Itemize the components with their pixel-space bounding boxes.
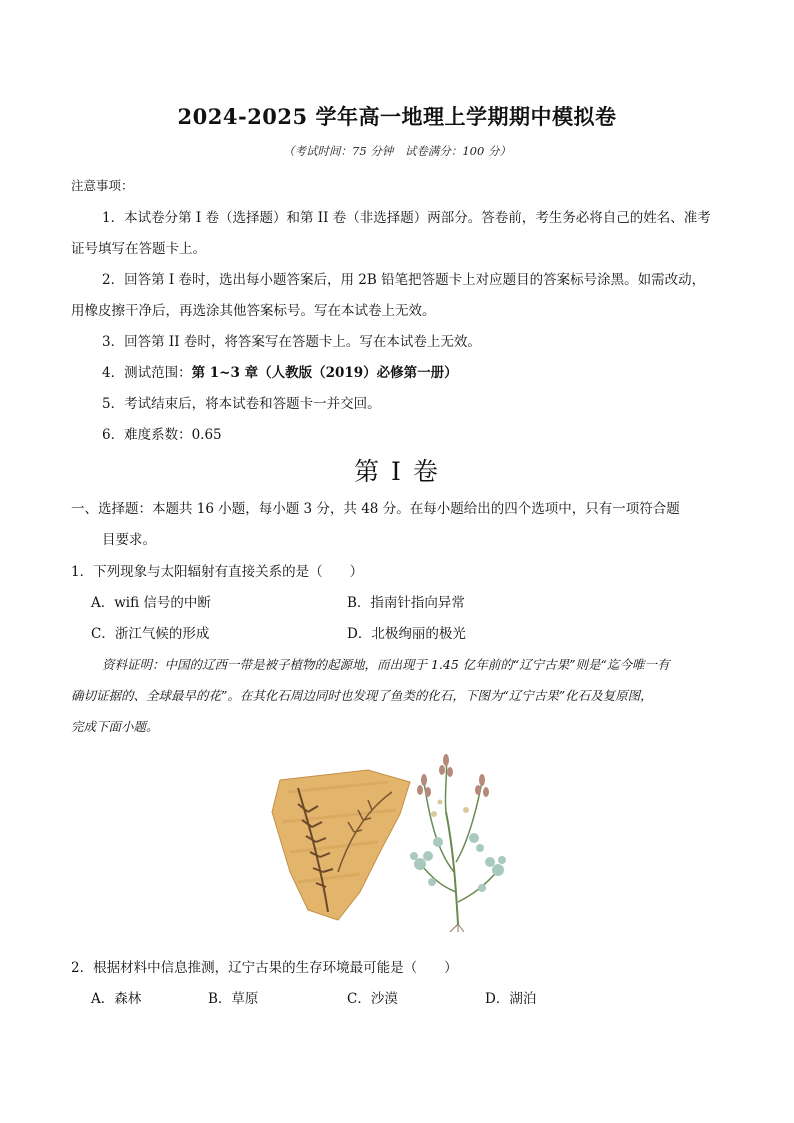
- question-1-option-b: B．指南针指向异常: [347, 595, 465, 611]
- question-2-option-d: D．湖泊: [485, 991, 537, 1007]
- section-title: 第 I 卷: [354, 457, 440, 486]
- section-instruction-cont: 目要求。: [102, 532, 156, 548]
- liaoning-fossil-figure: [268, 752, 508, 932]
- fossil-and-reconstruction-image: [268, 752, 508, 932]
- notice-item-1-cont: 证号填写在答题卡上。: [71, 241, 206, 257]
- notice-item-1: 1．本试卷分第 I 卷（选择题）和第 II 卷（非选择题）两部分。答卷前，考生务必将自己的姓名、准考: [102, 210, 711, 226]
- section-instruction: 一、选择题：本题共 16 小题，每小题 3 分，共 48 分。在每小题给出的四个选项中，只有一项符合题: [71, 501, 680, 517]
- notice-item-5: 5．考试结束后，将本试卷和答题卡一并交回。: [102, 396, 381, 412]
- question-2-stem: 2．根据材料中信息推测，辽宁古果的生存环境最可能是（ ）: [71, 960, 458, 976]
- notice-item-4-label: 4．测试范围：: [102, 365, 192, 381]
- notice-item-2: 2．回答第 I 卷时，选出每小题答案后，用 2B 铅笔把答题卡上对应题目的答案标号涂黑。如需改动，: [102, 272, 706, 288]
- fossil-image: [272, 770, 410, 920]
- exam-subtitle: （考试时间：75 分钟 试卷满分：100 分）: [283, 144, 511, 158]
- notice-item-4-scope: 第 1~3 章（人教版（2019）必修第一册）: [191, 365, 458, 381]
- question-1-stem: 1．下列现象与太阳辐射有直接关系的是（ ）: [71, 564, 364, 580]
- material-line-3: 完成下面小题。: [71, 719, 159, 734]
- question-2-option-b: B．草原: [208, 991, 259, 1007]
- exam-title: 2024-2025 学年高一地理上学期期中模拟卷: [177, 104, 617, 129]
- question-1-option-a: A．wifi 信号的中断: [91, 595, 211, 611]
- material-line-1: 资料证明：中国的辽西一带是被子植物的起源地，而出现于 1.45 亿年前的“辽宁古果”则是“迄今唯一有: [102, 657, 670, 672]
- question-2-option-a: A．森林: [91, 991, 142, 1007]
- notice-item-3: 3．回答第 II 卷时，将答案写在答题卡上。写在本试卷上无效。: [102, 334, 481, 350]
- material-line-2: 确切证据的、全球最早的花”。在其化石周边同时也发现了鱼类的化石，下图为“辽宁古果”化石及复原图，: [71, 688, 653, 703]
- question-1-option-d: D．北极绚丽的极光: [347, 626, 466, 642]
- notice-heading: 注意事项：: [71, 178, 134, 193]
- question-2-option-c: C．沙漠: [347, 991, 398, 1007]
- question-1-option-c: C．浙江气候的形成: [91, 626, 210, 642]
- plant-reconstruction-image: [410, 754, 506, 932]
- notice-item-6: 6．难度系数：0.65: [102, 427, 222, 443]
- notice-item-4: [102, 361, 458, 381]
- notice-item-2-cont: 用橡皮擦干净后，再选涂其他答案标号。写在本试卷上无效。: [71, 303, 436, 319]
